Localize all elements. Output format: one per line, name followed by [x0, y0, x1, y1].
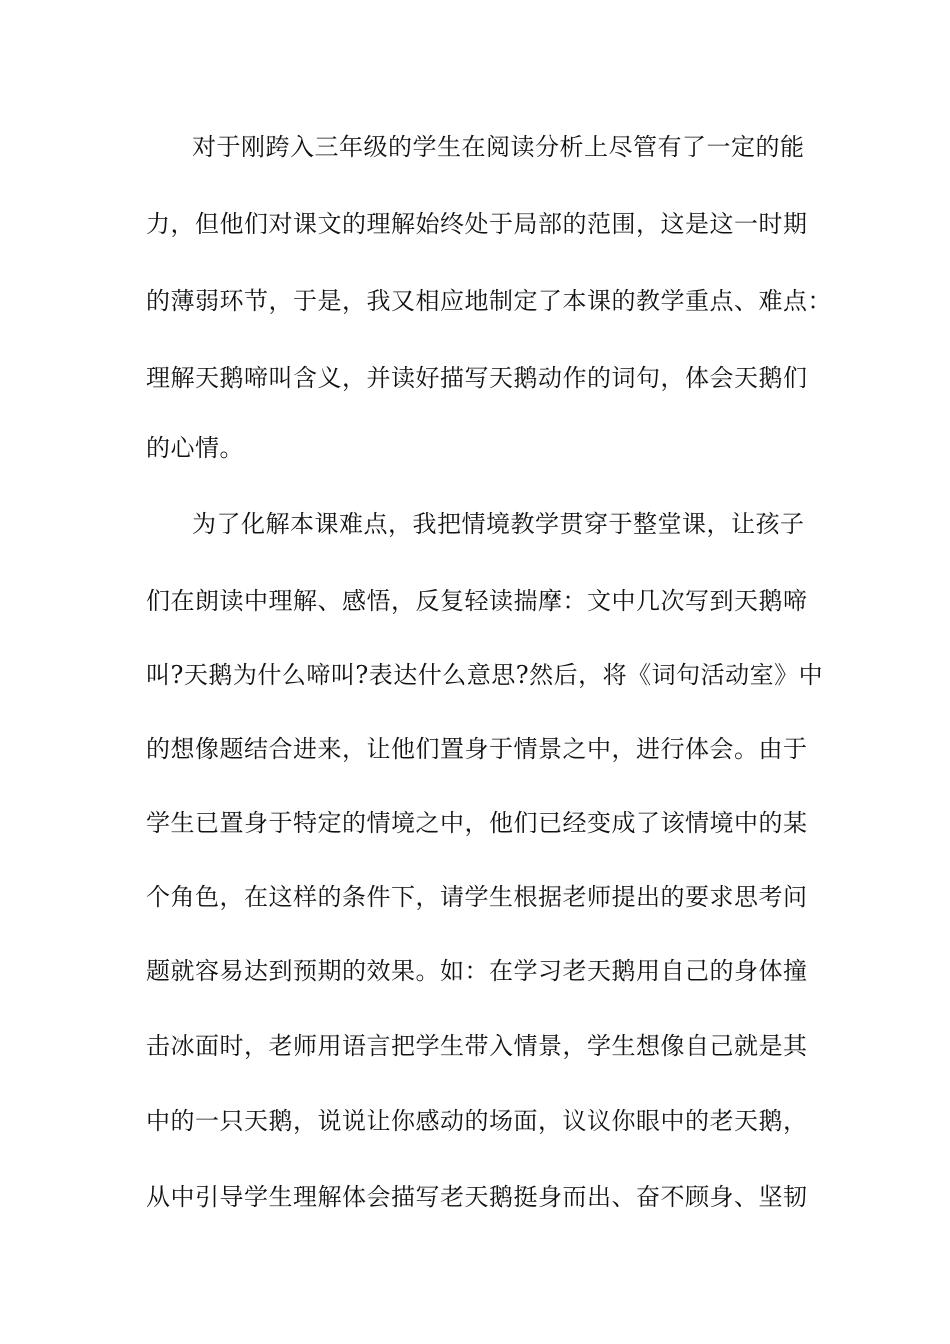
paragraph-1-line-5: 的心情。: [146, 434, 244, 462]
paragraph-1-line-3: 的薄弱环节，于是，我又相应地制定了本课的教学重点、难点：: [146, 287, 832, 315]
paragraph-2-line-9: 中的一只天鹅，说说让你感动的场面，议议你眼中的老天鹅，: [146, 1107, 808, 1135]
paragraph-1-line-4: 理解天鹅啼叫含义，并读好描写天鹅动作的词句，体会天鹅们: [146, 364, 808, 392]
paragraph-2-line-1: 为了化解本课难点，我把情境教学贯穿于整堂课，让孩子: [192, 510, 805, 538]
paragraph-2-line-5: 学生已置身于特定的情境之中，他们已经变成了该情境中的某: [146, 809, 808, 837]
paragraph-2-line-8: 击冰面时，老师用语言把学生带入情景，学生想像自己就是其: [146, 1032, 808, 1060]
paragraph-2-line-6: 个角色，在这样的条件下，请学生根据老师提出的要求思考问: [146, 883, 808, 911]
paragraph-2-line-2: 们在朗读中理解、感悟，反复轻读揣摩：文中几次写到天鹅啼: [146, 587, 808, 615]
paragraph-2-line-4: 的想像题结合进来，让他们置身于情景之中，进行体会。由于: [146, 735, 808, 763]
paragraph-1-line-1: 对于刚跨入三年级的学生在阅读分析上尽管有了一定的能: [192, 133, 805, 161]
paragraph-2-line-7: 题就容易达到预期的效果。如：在学习老天鹅用自己的身体撞: [146, 957, 808, 985]
paragraph-1-line-2: 力，但他们对课文的理解始终处于局部的范围，这是这一时期: [146, 210, 808, 238]
paragraph-2-line-10: 从中引导学生理解体会描写老天鹅挺身而出、奋不顾身、坚韧: [146, 1183, 808, 1211]
paragraph-2-line-3: 叫?天鹅为什么啼叫?表达什么意思?然后，将《词句活动室》中: [146, 661, 824, 689]
